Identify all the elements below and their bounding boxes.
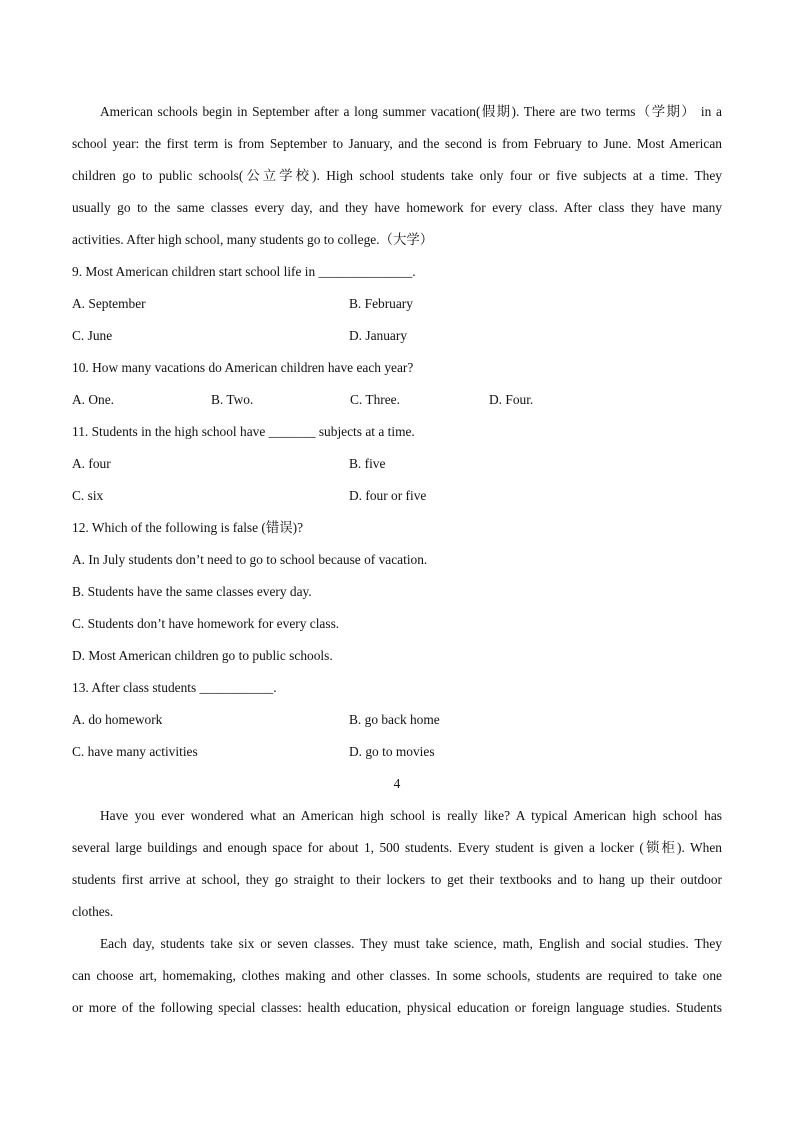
paragraph-line: clothes. <box>72 904 114 919</box>
question-13 <box>72 672 722 768</box>
question-12 <box>72 512 722 672</box>
question-11 <box>72 416 722 512</box>
options-row <box>72 288 722 320</box>
option-b[interactable]: B. go back home <box>349 712 440 727</box>
option-c[interactable]: C. six <box>72 488 104 503</box>
option-a[interactable]: A. In July students don’t need to go to school because of vacation. <box>72 552 428 567</box>
paragraph-line: American schools begin in September after a long summer vacation(假期). There are two terms（学期） in a <box>100 104 722 119</box>
paragraph-line: or more of the following special classes: health education, physical education or foreign language studies. Students <box>72 1000 722 1015</box>
option-d[interactable]: D. go to movies <box>349 744 435 759</box>
paragraph-line: students first arrive at school, they go straight to their lockers to get their textbooks and to hang up their outdoor <box>72 872 722 887</box>
question-stem: 11. Students in the high school have _______ subjects at a time. <box>72 424 415 439</box>
options-row <box>72 704 722 736</box>
option-c[interactable]: C. June <box>72 328 113 343</box>
option-b[interactable]: B. February <box>349 296 413 311</box>
question-stem: 9. Most American children start school life in ______________. <box>72 264 416 279</box>
question-stem: 10. How many vacations do American children have each year? <box>72 360 414 375</box>
option-a[interactable]: A. do homework <box>72 712 163 727</box>
option-b[interactable]: B. five <box>349 456 386 471</box>
paragraph-line: activities. After high school, many students go to college.（大学） <box>72 232 434 247</box>
paragraph-line: usually go to the same classes every day, and they have homework for every class. After class they have many <box>72 200 722 215</box>
option-a[interactable]: A. One. <box>72 392 115 407</box>
option-d[interactable]: D. Four. <box>489 392 534 407</box>
option-c[interactable]: C. Students don’t have homework for every class. <box>72 616 340 631</box>
options-row <box>72 320 722 352</box>
option-a[interactable]: A. September <box>72 296 146 311</box>
paragraph-line: can choose art, homemaking, clothes making and other classes. In some schools, students are required to take one <box>72 968 722 983</box>
option-d[interactable]: D. Most American children go to public schools. <box>72 648 333 663</box>
option-b[interactable]: B. Two. <box>211 392 254 407</box>
option-d[interactable]: D. four or five <box>349 488 427 503</box>
question-stem: 12. Which of the following is false (错误)? <box>72 520 304 535</box>
paragraph-line: Have you ever wondered what an American high school is really like? A typical American high school has <box>100 808 722 823</box>
options-row <box>72 736 722 768</box>
question-stem: 13. After class students ___________. <box>72 680 277 695</box>
paragraph-line: Each day, students take six or seven classes. They must take science, math, English and social studies. They <box>100 936 722 951</box>
question-9 <box>72 256 722 352</box>
option-c[interactable]: C. have many activities <box>72 744 198 759</box>
options-row <box>72 384 722 416</box>
option-a[interactable]: A. four <box>72 456 111 471</box>
options-row <box>72 448 722 480</box>
paragraph-line: school year: the first term is from September to January, and the second is from February to June. Most American <box>72 136 722 151</box>
options-row <box>72 480 722 512</box>
option-b[interactable]: B. Students have the same classes every day. <box>72 584 312 599</box>
section-number: 4 <box>393 776 401 791</box>
option-c[interactable]: C. Three. <box>350 392 400 407</box>
option-d[interactable]: D. January <box>349 328 408 343</box>
passage-3 <box>72 96 722 256</box>
document-page <box>72 96 722 1024</box>
question-10 <box>72 352 722 416</box>
paragraph-line: several large buildings and enough space for about 1, 500 students. Every student is given a locker (锁柜). When <box>72 840 722 855</box>
passage-4 <box>72 800 722 1024</box>
paragraph-line: children go to public schools(公立学校). High school students take only four or five subjects at a time. They <box>72 168 722 183</box>
